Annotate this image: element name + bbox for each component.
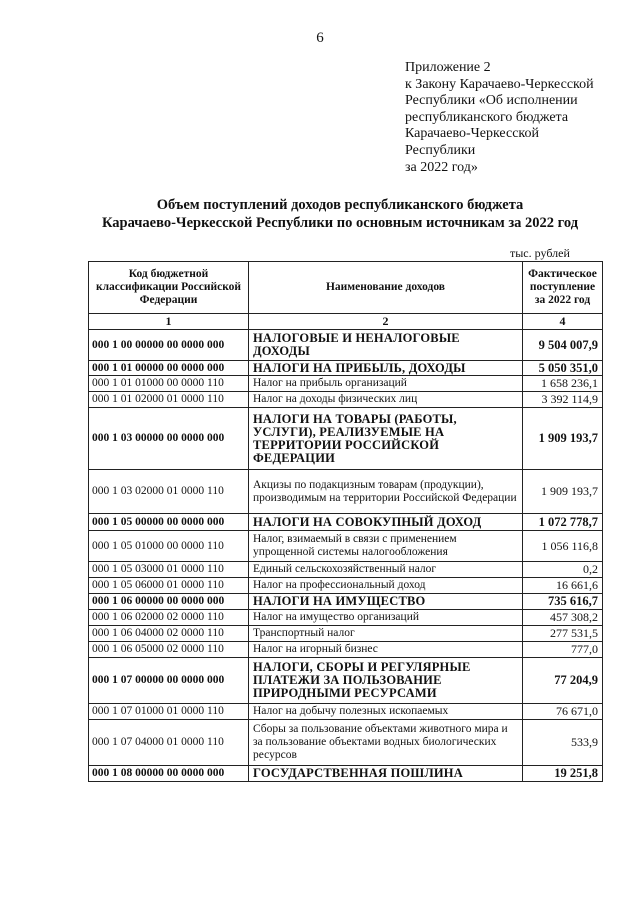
cell-code: 000 1 01 00000 00 0000 000	[89, 361, 249, 376]
cell-value: 77 204,9	[523, 658, 603, 704]
cell-name: Налог на добычу полезных ископаемых	[249, 704, 523, 720]
appendix-line: Карачаево-Черкесской	[405, 126, 540, 142]
cell-value: 1 658 236,1	[523, 376, 603, 392]
cell-code: 000 1 03 02000 01 0000 110	[89, 470, 249, 514]
cell-name: Единый сельскохозяйственный налог	[249, 562, 523, 578]
appendix-line: Республики «Об исполнении	[405, 93, 578, 109]
cell-name: НАЛОГИ НА ПРИБЫЛЬ, ДОХОДЫ	[249, 361, 523, 376]
cell-value: 457 308,2	[523, 610, 603, 626]
appendix-note	[405, 60, 635, 176]
table-row	[89, 408, 603, 470]
cell-value: 1 909 193,7	[523, 408, 603, 470]
table-body	[89, 330, 603, 782]
header-code: Код бюджетной классификации Российской Федерации	[89, 262, 249, 314]
cell-name: Налог на игорный бизнес	[249, 642, 523, 658]
cell-value: 5 050 351,0	[523, 361, 603, 376]
cell-code: 000 1 06 00000 00 0000 000	[89, 594, 249, 610]
cell-value: 16 661,6	[523, 578, 603, 594]
column-number: 4	[523, 314, 603, 330]
cell-name: Налог на имущество организаций	[249, 610, 523, 626]
cell-code: 000 1 01 01000 00 0000 110	[89, 376, 249, 392]
cell-code: 000 1 07 00000 00 0000 000	[89, 658, 249, 704]
table-row	[89, 562, 603, 578]
appendix-line: республиканского бюджета	[405, 109, 569, 125]
cell-code: 000 1 00 00000 00 0000 000	[89, 330, 249, 361]
cell-code: 000 1 03 00000 00 0000 000	[89, 408, 249, 470]
cell-value: 19 251,8	[523, 766, 603, 782]
cell-code: 000 1 06 02000 02 0000 110	[89, 610, 249, 626]
table-row	[89, 704, 603, 720]
cell-name: НАЛОГИ НА СОВОКУПНЫЙ ДОХОД	[249, 514, 523, 531]
table-row	[89, 594, 603, 610]
cell-code: 000 1 05 00000 00 0000 000	[89, 514, 249, 531]
cell-name: Налог на прибыль организаций	[249, 376, 523, 392]
cell-value: 1 072 778,7	[523, 514, 603, 531]
cell-code: 000 1 01 02000 01 0000 110	[89, 392, 249, 408]
cell-value: 9 504 007,9	[523, 330, 603, 361]
table-row	[89, 361, 603, 376]
cell-name: ГОСУДАРСТВЕННАЯ ПОШЛИНА	[249, 766, 523, 782]
cell-value: 0,2	[523, 562, 603, 578]
cell-value: 1 909 193,7	[523, 470, 603, 514]
table-row	[89, 658, 603, 704]
column-number: 2	[249, 314, 523, 330]
cell-value: 1 056 116,8	[523, 531, 603, 562]
table-row	[89, 766, 603, 782]
unit-label: тыс. рублей	[510, 246, 570, 260]
cell-code: 000 1 08 00000 00 0000 000	[89, 766, 249, 782]
cell-value: 735 616,7	[523, 594, 603, 610]
cell-value: 3 392 114,9	[523, 392, 603, 408]
header-name: Наименование доходов	[249, 262, 523, 314]
cell-code: 000 1 06 04000 02 0000 110	[89, 626, 249, 642]
appendix-line: Приложение 2	[405, 60, 491, 75]
cell-name: НАЛОГИ НА ТОВАРЫ (РАБОТЫ, УСЛУГИ), РЕАЛИЗУЕМЫЕ НА ТЕРРИТОРИИ РОССИЙСКОЙ ФЕДЕРАЦИИ	[249, 408, 523, 470]
revenue-table	[88, 261, 603, 782]
cell-name: НАЛОГОВЫЕ И НЕНАЛОГОВЫЕ ДОХОДЫ	[249, 330, 523, 361]
table-row	[89, 720, 603, 766]
title-line: Объем поступлений доходов республиканского бюджета	[156, 197, 524, 213]
cell-value: 277 531,5	[523, 626, 603, 642]
cell-name: Транспортный налог	[249, 626, 523, 642]
cell-name: Налог на доходы физических лиц	[249, 392, 523, 408]
table-row	[89, 578, 603, 594]
cell-value: 777,0	[523, 642, 603, 658]
document-title	[40, 196, 640, 232]
table-row	[89, 514, 603, 531]
column-number: 1	[89, 314, 249, 330]
table-row	[89, 531, 603, 562]
table-row	[89, 642, 603, 658]
page-number: 6	[316, 30, 324, 46]
cell-name: Сборы за пользование объектами животного мира и за пользование объектами водных биологических ресурсов	[249, 720, 523, 766]
appendix-line: к Закону Карачаево-Черкесской	[405, 76, 594, 92]
cell-code: 000 1 05 06000 01 0000 110	[89, 578, 249, 594]
appendix-line: за 2022 год»	[405, 159, 478, 175]
title-line: Карачаево-Черкесской Республики по основным источникам за 2022 год	[101, 215, 579, 231]
header-value: Фактическое поступление за 2022 год	[523, 262, 603, 314]
cell-name: Акцизы по подакцизным товарам (продукции), производимым на территории Российской Федерации	[249, 470, 523, 514]
cell-code: 000 1 07 04000 01 0000 110	[89, 720, 249, 766]
appendix-line: Республики	[405, 142, 476, 158]
table-row	[89, 330, 603, 361]
cell-code: 000 1 06 05000 02 0000 110	[89, 642, 249, 658]
cell-code: 000 1 05 01000 00 0000 110	[89, 531, 249, 562]
cell-name: Налог, взимаемый в связи с применением упрощенной системы налогообложения	[249, 531, 523, 562]
cell-code: 000 1 05 03000 01 0000 110	[89, 562, 249, 578]
table-row	[89, 470, 603, 514]
table-row	[89, 392, 603, 408]
cell-code: 000 1 07 01000 01 0000 110	[89, 704, 249, 720]
cell-value: 76 671,0	[523, 704, 603, 720]
cell-name: Налог на профессиональный доход	[249, 578, 523, 594]
table-row	[89, 376, 603, 392]
cell-name: НАЛОГИ НА ИМУЩЕСТВО	[249, 594, 523, 610]
table-row	[89, 610, 603, 626]
table-row	[89, 626, 603, 642]
cell-name: НАЛОГИ, СБОРЫ И РЕГУЛЯРНЫЕ ПЛАТЕЖИ ЗА ПОЛЬЗОВАНИЕ ПРИРОДНЫМИ РЕСУРСАМИ	[249, 658, 523, 704]
cell-value: 533,9	[523, 720, 603, 766]
